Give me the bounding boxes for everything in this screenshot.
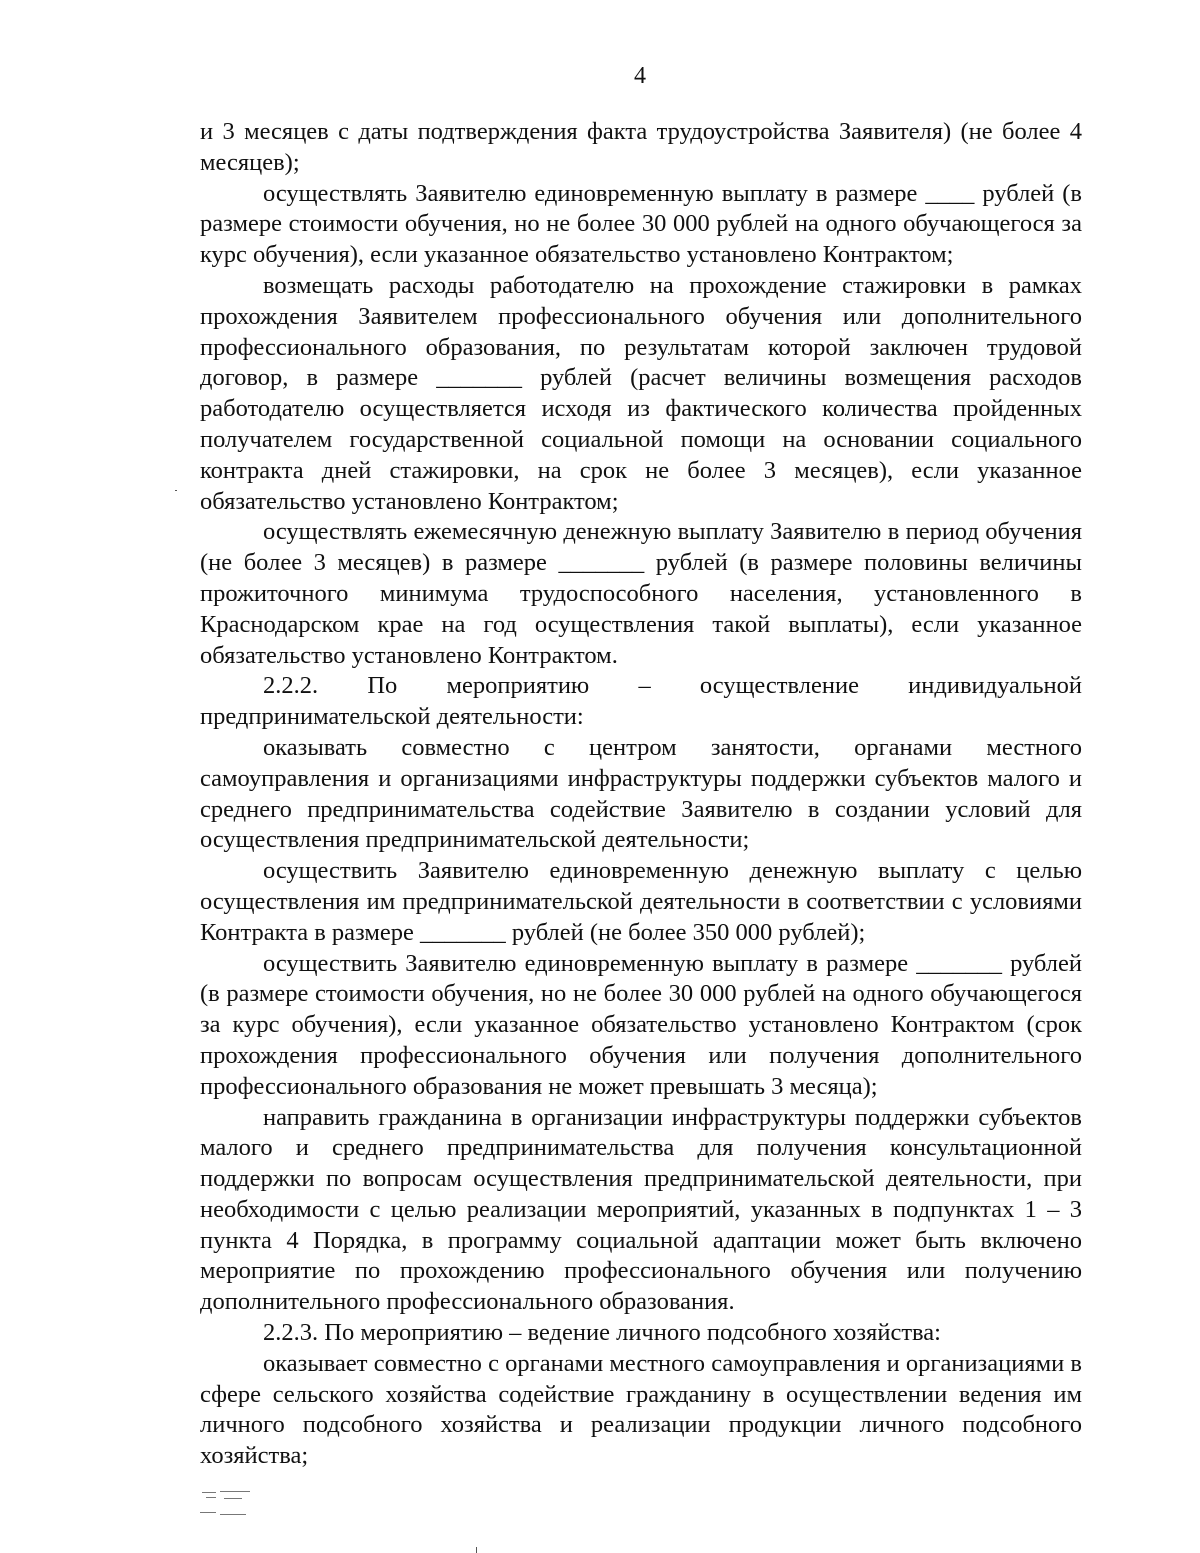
paragraph-entrepreneurship-training-payment: осуществить Заявителю единовременную выплату в размере _______ рублей (в размере стоимости обучения, но не более 30 000 рублей на одного обучающегося за курс обучения), если указанное обязательство установлено Контрактом (срок прохождения профессионального обучения или получения дополнительного профессионального образования не может превышать 3 месяца);	[200, 949, 1082, 1100]
paragraph-employer-internship-reimbursement: возмещать расходы работодателю на прохождение стажировки в рамках прохождения Заявителем профессионального обучения или дополнительного профессионального образования, по результатам которой заключен трудовой договор, в размере _______ рублей (расчет величины возмещения расходов работодателю осуществляется исходя из фактического количества пройденных получателем государственной социальной помощи на основании социального контракта дней стажировки, на срок не более 3 месяцев), если указанное обязательство установлено Контрактом;	[200, 271, 1082, 515]
paragraph-entrepreneurship-assistance: оказывать совместно с центром занятости, органами местного самоуправления и организациями инфраструктуры поддержки субъектов малого и среднего предпринимательства содействие Заявителю в создании условий для осуществления предпринимательской деятельности;	[200, 733, 1082, 854]
section-heading-2-2-3: 2.2.3. По мероприятию – ведение личного подсобного хозяйства:	[263, 1319, 941, 1347]
page-number: 4	[634, 63, 646, 89]
paragraph-consulting-support: направить гражданина в организации инфраструктуры поддержки субъектов малого и среднего предпринимательства для получения консультационной поддержки по вопросам осуществления предпринимательской деятельности, при необходимости с целью реализации мероприятий, указанных в подпунктах 1 – 3 пункта 4 Порядка, в программу социальной адаптации может быть включено мероприятие по прохождению профессионального обучения или получению дополнительного профессионального образования.	[200, 1103, 1082, 1316]
paragraph-household-assistance: оказывает совместно с органами местного самоуправления и организациями в сфере сельского хозяйства содействие гражданину в осуществлении ведения им личного подсобного хозяйства и реализации продукции личного подсобного хозяйства;	[200, 1349, 1082, 1470]
scan-mark	[476, 1547, 477, 1553]
paragraph-entrepreneurship-payment: осуществить Заявителю единовременную денежную выплату с целью осуществления им предпринимательской деятельности в соответствии с условиями Контракта в размере _______ рублей (не более 350 000 рублей);	[200, 857, 1082, 946]
scan-mark	[175, 490, 177, 491]
scan-artifact	[198, 1490, 258, 1524]
section-heading-2-2-2: 2.2.2. По мероприятию – осуществление индивидуальной предпринимательской деятельности:	[200, 672, 1082, 731]
paragraph-one-time-payment-training: осуществлять Заявителю единовременную выплату в размере ____ рублей (в размере стоимости обучения, но не более 30 000 рублей на одного обучающегося за курс обучения), если указанное обязательство установлено Контрактом;	[200, 179, 1082, 269]
document-body	[200, 117, 1082, 1472]
paragraph-continuation: и 3 месяцев с даты подтверждения факта трудоустройства Заявителя) (не более 4 месяцев);	[200, 118, 1082, 176]
paragraph-monthly-payment-training: осуществлять ежемесячную денежную выплату Заявителю в период обучения (не более 3 месяцев) в размере _______ рублей (в размере половины величины прожиточного минимума трудоспособного населения, установленного в Краснодарском крае на год осуществления такой выплаты), если указанное обязательство установлено Контрактом.	[200, 518, 1082, 669]
